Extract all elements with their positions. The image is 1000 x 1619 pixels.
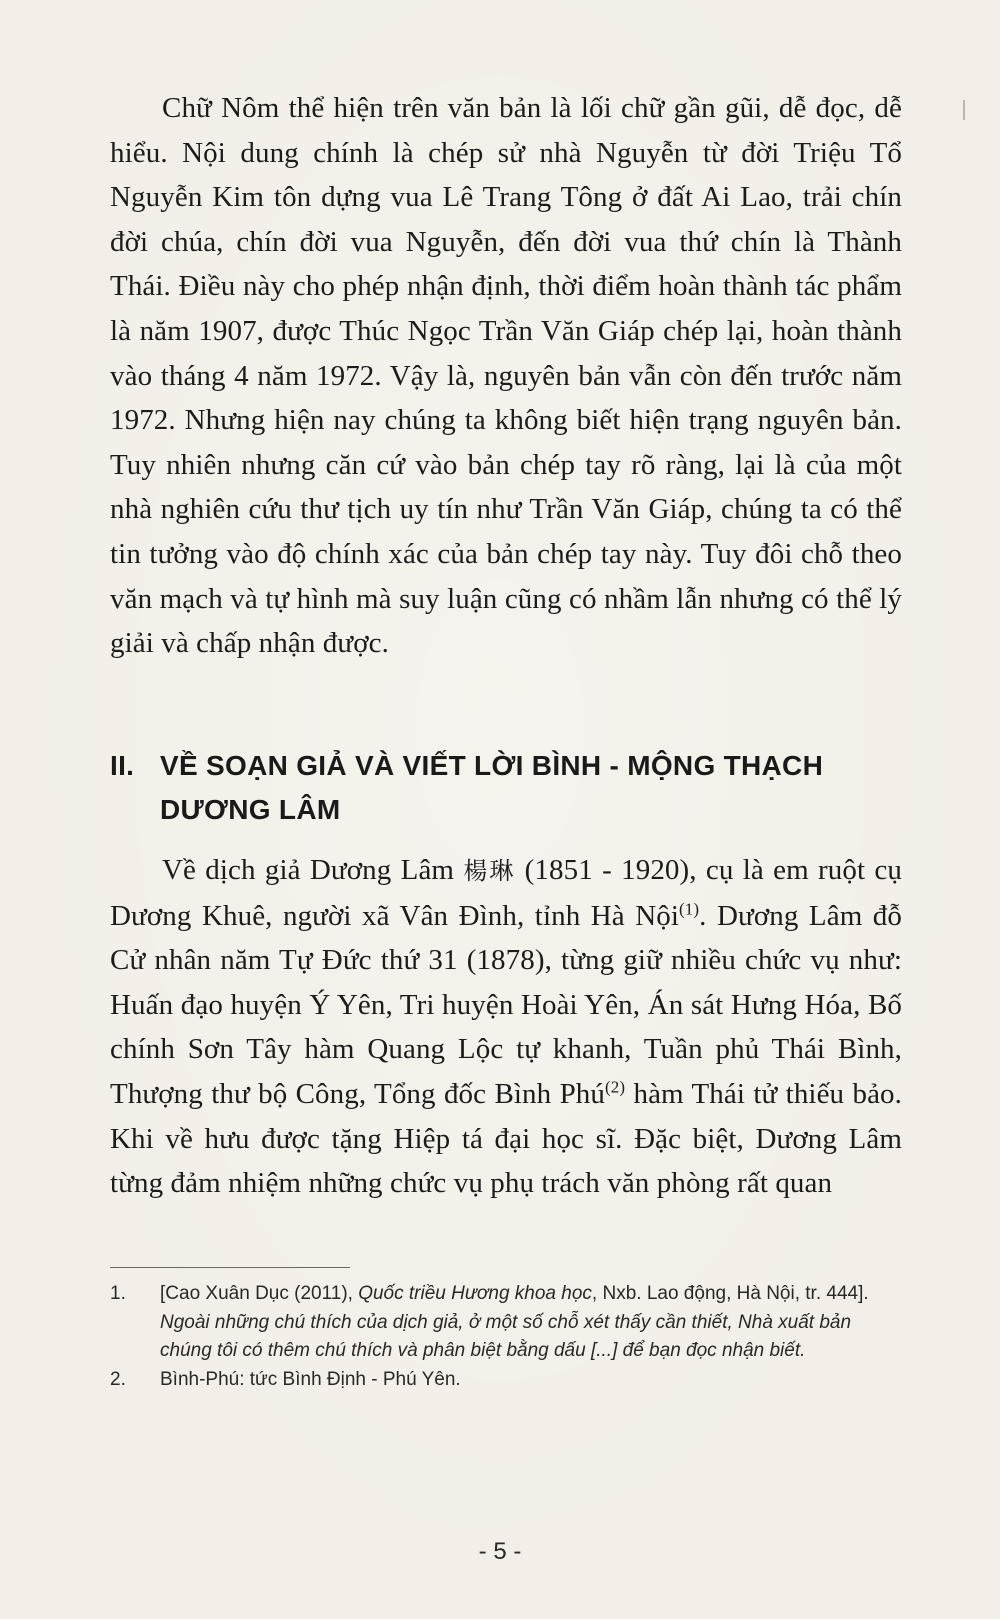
paragraph-2-text [110,848,902,1206]
paragraph-2-part-1: Về dịch giả Dương Lâm [162,854,464,886]
section-heading-line-1: VỀ SOẠN GIẢ VÀ VIẾT LỜI BÌNH - MỘNG THẠCH [160,750,824,781]
paragraph-2-part-2: (1851 - 1920), cụ là em ruột cụ Dương Khuê, người xã Vân Đình, tỉnh Hà Nội [110,854,902,932]
footnote-divider [110,1267,350,1268]
footnote-1-text-post: , Nxb. Lao động, Hà Nội, tr. 444]. [591,1283,869,1304]
section-heading-line-2: DƯƠNG LÂM [160,794,341,825]
paragraph-1-text: Chữ Nôm thể hiện trên văn bản là lối chữ gần gũi, dễ đọc, dễ hiểu. Nội dung chính là chép sử nhà Nguyễn từ đời Triệu Tổ Nguyễn Kim tôn dựng vua Lê Trang Tông ở đất Ai Lao, trải chín đời chúa, chín đời vua Nguyễn, đến đời vua thứ chín là Thành Thái. Điều này cho phép nhận định, thời điểm hoàn thành tác phẩm là năm 1907, được Thúc Ngọc Trần Văn Giáp chép lại, hoàn thành vào tháng 4 năm 1972. Vậy là, nguyên bản vẫn còn đến trước năm 1972. Nhưng hiện nay chúng ta không biết hiện trạng nguyên bản. Tuy nhiên nhưng căn cứ vào bản chép tay rõ ràng, lại là của một nhà nghiên cứu thư tịch uy tín như Trần Văn Giáp, chúng ta có thể tin tưởng vào độ chính xác của bản chép tay này. Tuy đôi chỗ theo văn mạch và tự hình mà suy luận cũng có nhầm lẫn nhưng có thể lý giải và chấp nhận được. [110,92,902,660]
footnote-2-text: Bình-Phú: tức Bình Định - Phú Yên. [160,1368,461,1390]
hanzi-name: 楊琳 [463,857,516,885]
footnotes [110,1280,902,1394]
footnote-1-text-pre: [Cao Xuân Dục (2011), [160,1283,359,1304]
footnote-1-number: 1. [110,1283,126,1304]
paragraph-2-part-4: hàm Thái tử thiếu bảo. Khi về hưu được tặng Hiệp tá đại học sĩ. Đặc biệt, Dương Lâm từng đảm nhiệm những chức vụ phụ trách văn phòng rất quan [110,1077,902,1200]
footnote-ref-1: (1) [679,898,700,918]
section-heading-number: II. [110,750,135,781]
publisher-note: Ngoài những chú thích của dịch giả, ở một số chỗ xét thấy cần thiết, Nhà xuất bản chúng tôi có thêm chú thích và phân biệt bằng dấu [...] để bạn đọc nhận biết. [160,1311,852,1361]
page-number: - 5 - [478,1538,522,1565]
section-heading [110,744,910,832]
margin-mark [963,100,965,120]
body-paragraph-1 [110,86,902,666]
footnote-1-title: Quốc triều Hương khoa học [358,1283,592,1304]
footnote-ref-2: (2) [605,1077,626,1097]
footnote-2 [110,1366,902,1395]
footnote-2-number: 2. [110,1368,126,1390]
body-paragraph-2 [110,848,902,1206]
paragraph-2-part-3: . Dương Lâm đỗ Cử nhân năm Tự Đức thứ 31 (1878), từng giữ nhiều chức vụ như: Huấn đạo huyện Ý Yên, Tri huyện Hoài Yên, Án sát Hưng Hóa, Bố chính Sơn Tây hàm Quang Lộc tự khanh, Tuần phủ Thái Bình, Thượng thư bộ Công, Tổng đốc Bình Phú [110,899,902,1110]
footnote-1 [110,1280,902,1309]
